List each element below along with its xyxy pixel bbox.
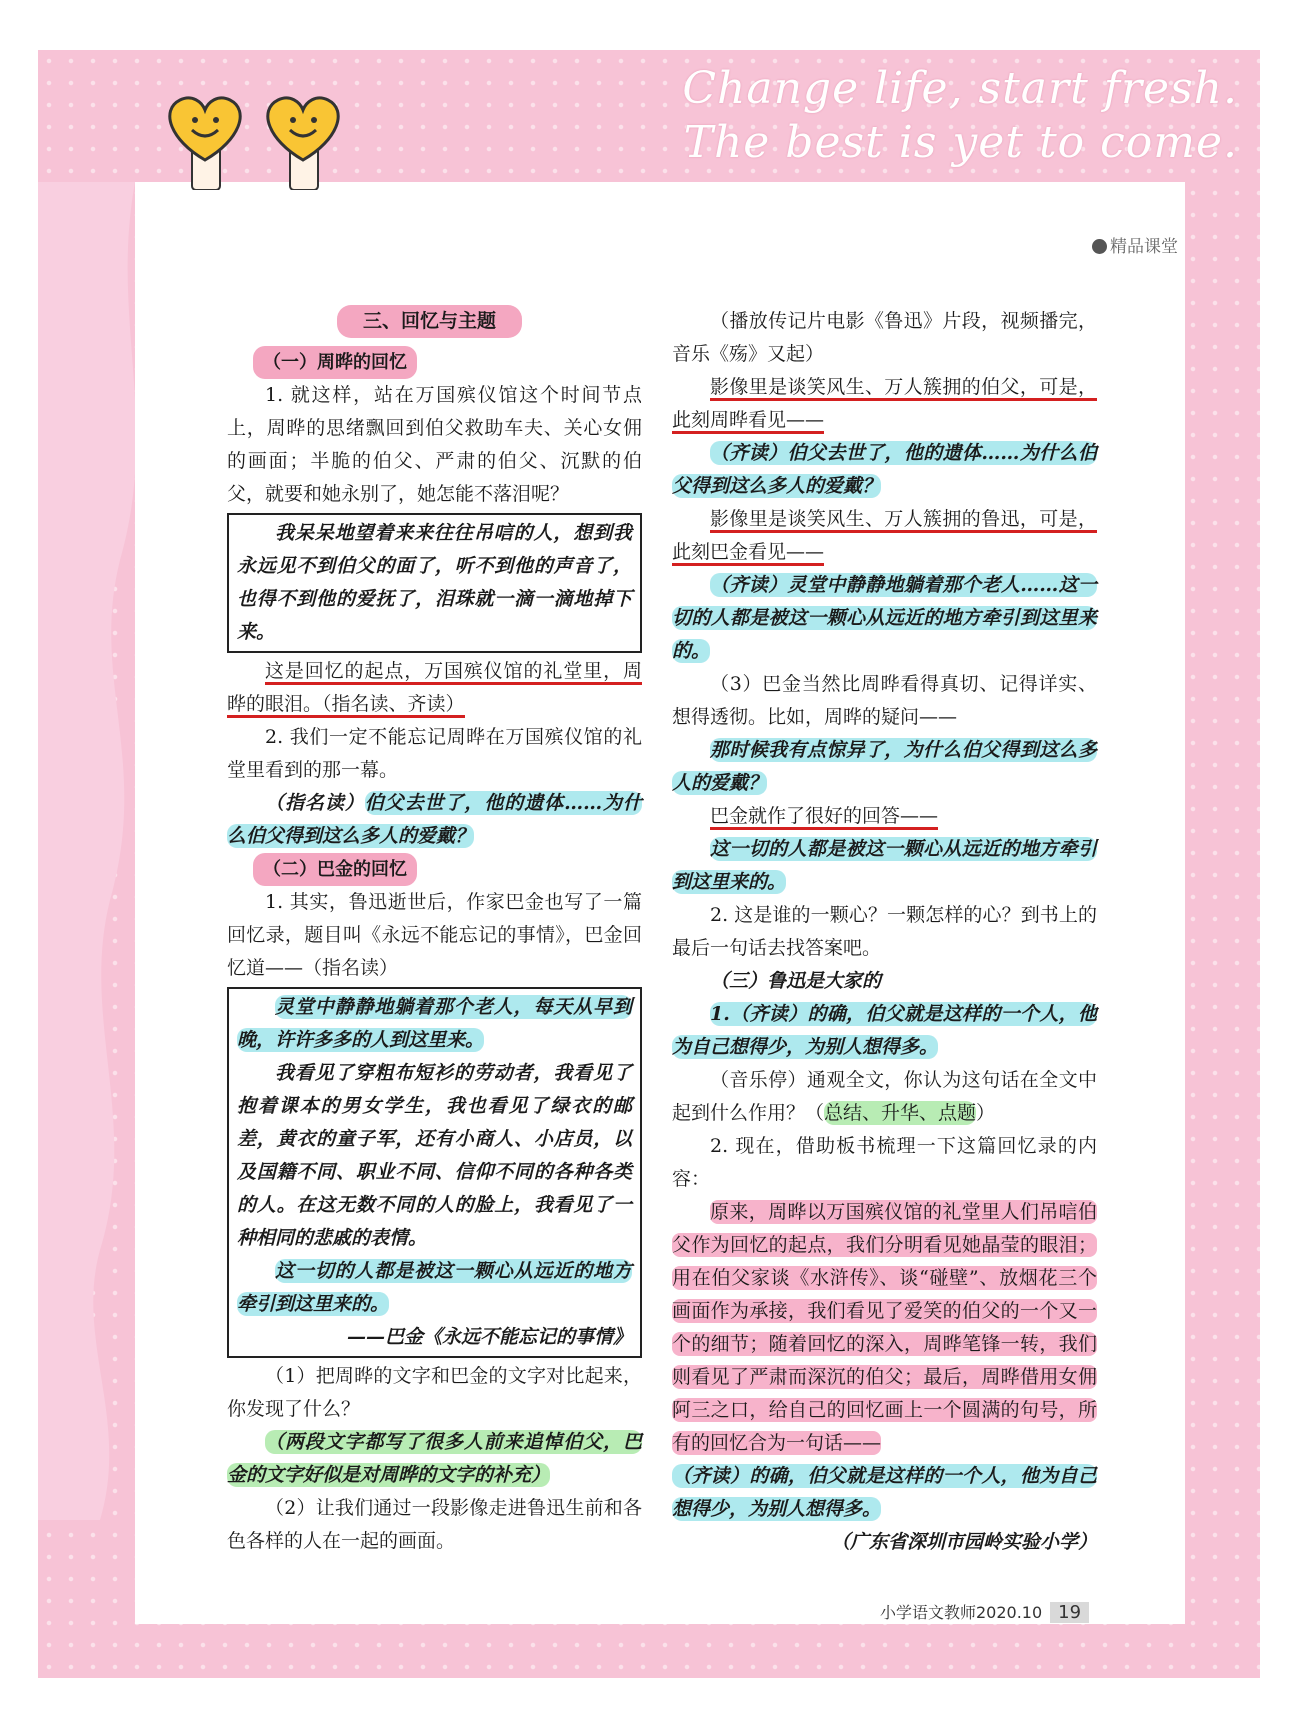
paragraph <box>672 998 1097 1064</box>
paragraph <box>227 787 642 853</box>
paragraph <box>672 734 1097 800</box>
paragraph <box>672 1460 1097 1526</box>
highlighted-text: （齐读）的确，伯父就是这样的一个人，他为自己想得少，为别人想得多。 <box>672 1465 1097 1520</box>
quote-text: 我呆呆地望着来来往往吊唁的人，想到我永远见不到伯父的面了，听不到他的声音了，也得不到他的爱抚了，泪珠就一滴一滴地掉下来。 <box>237 522 632 643</box>
paragraph: 2. 现在，借助板书梳理一下这篇回忆录的内容： <box>672 1135 1097 1190</box>
paragraph: （播放传记片电影《鲁迅》片段，视频播完，音乐《殇》又起） <box>672 310 1097 365</box>
paragraph <box>672 1064 1097 1130</box>
page-footer <box>880 1600 1089 1623</box>
brand-label: 精品课堂 <box>1110 237 1178 257</box>
underlined-text: 影像里是谈笑风生、万人簇拥的鲁迅，可是，此刻巴金看见—— <box>672 508 1097 566</box>
tagline <box>682 62 1238 170</box>
brand-dot-icon <box>1092 239 1107 254</box>
paragraph <box>672 371 1097 437</box>
quote-text <box>237 1255 632 1321</box>
smiley-heart-icon <box>170 98 240 190</box>
quote-box <box>227 987 642 1358</box>
quote-text: 我看见了穿粗布短衫的劳动者，我看见了抱着课本的男女学生，我也看见了绿衣的邮差，黄衣的童子军，还有小商人、小店员，以及国籍不同、职业不同、信仰不同的各种各类的人。在这无数不同的人的脸上，我看见了一种相同的悲戚的表情。 <box>237 1062 632 1249</box>
subsection-title-1: （一）周晔的回忆 <box>253 346 417 379</box>
left-column <box>227 305 642 1558</box>
column-brand <box>1092 232 1178 257</box>
highlighted-text: 1.（齐读）的确，伯父就是这样的一个人，他为自己想得少，为别人想得多。 <box>672 1003 1097 1058</box>
paragraph <box>672 833 1097 899</box>
highlighted-text: 灵堂中静静地躺着那个老人，每天从早到晚，许许多多的人到这里来。 <box>237 996 632 1051</box>
highlighted-text: 总结、升华、点题 <box>824 1102 977 1124</box>
paragraph <box>672 800 1097 833</box>
journal-name: 小学语文教师2020.10 <box>880 1603 1043 1622</box>
paragraph: 1. 就这样，站在万国殡仪馆这个时间节点上，周晔的思绪飘回到伯父救助车夫、关心女佣的画面；半脆的伯父、严肃的伯父、沉默的伯父，就要和她永别了，她怎能不落泪呢？ <box>227 384 642 505</box>
question-text-end: ） <box>976 1102 996 1124</box>
author-affiliation: （广东省深圳市园岭实验小学） <box>830 1531 1097 1553</box>
highlighted-text: 这一切的人都是被这一颗心从远近的地方牵引到这里来的。 <box>237 1260 632 1315</box>
highlighted-text: （齐读）灵堂中静静地躺着那个老人……这一切的人都是被这一颗心从远近的地方牵引到这里来的。 <box>672 574 1097 662</box>
right-column <box>672 305 1097 1559</box>
section-title: 三、回忆与主题 <box>337 305 522 338</box>
quote-box <box>227 513 642 653</box>
quote-text <box>237 991 632 1057</box>
tagline-line-1: Change life, start fresh. <box>682 63 1238 114</box>
paragraph: （1）把周晔的文字和巴金的文字对比起来，你发现了什么？ <box>227 1365 642 1420</box>
underlined-text: 巴金就作了很好的回答—— <box>710 805 938 830</box>
highlighted-text: 这一切的人都是被这一颗心从远近的地方牵引到这里来的。 <box>672 838 1097 893</box>
question-text: （音乐停）通观全文，你认为这句话在全文中起到什么作用？（ <box>672 1069 1097 1124</box>
hearts-decoration <box>150 90 370 190</box>
paragraph <box>672 503 1097 569</box>
paragraph: （3）巴金当然比周晔看得真切、记得详实、想得透彻。比如，周晔的疑问—— <box>672 673 1097 728</box>
highlighted-text: 原来，周晔以万国殡仪馆的礼堂里人们吊唁伯父作为回忆的起点，我们分明看见她晶莹的眼泪；用在伯父家谈《水浒传》、谈“碰壁”、放烟花三个画面作为承接，我们看见了爱笑的伯父的一个又一个的细节；随着回忆的深入，周晔笔锋一转，我们则看见了严肃而深沉的伯父；最后，周晔借用女佣阿三之口，给自己的回忆画上一个圆满的句号，所有的回忆合为一句话—— <box>672 1201 1097 1454</box>
paragraph: 2. 这是谁的一颗心？一颗怎样的心？到书上的最后一句话去找答案吧。 <box>672 904 1097 959</box>
highlighted-text: （齐读）伯父去世了，他的遗体……为什么伯父得到这么多人的爱戴？ <box>672 442 1097 497</box>
smiley-heart-icon <box>268 98 338 190</box>
highlighted-text: 那时候我有点惊异了，为什么伯父得到这么多人的爱戴？ <box>672 739 1097 794</box>
highlighted-text: 伯父去世了，他的遗体……为什么伯父得到这么多人的爱戴？ <box>227 792 642 847</box>
paragraph <box>227 655 642 721</box>
paragraph <box>227 1426 642 1492</box>
paragraph: （2）让我们通过一段影像走进鲁迅生前和各色各样的人在一起的画面。 <box>227 1497 642 1552</box>
paragraph: 1. 其实，鲁迅逝世后，作家巴金也写了一篇回忆录，题目叫《永远不能忘记的事情》，巴金回忆道——（指名读） <box>227 891 642 979</box>
subsection-title-2: （二）巴金的回忆 <box>253 853 417 886</box>
paragraph: 2. 我们一定不能忘记周晔在万国殡仪馆的礼堂里看到的那一幕。 <box>227 726 642 781</box>
page-number: 19 <box>1050 1602 1089 1623</box>
paragraph <box>672 1196 1097 1460</box>
paragraph <box>672 569 1097 668</box>
reading-note: （指名读） <box>265 792 365 814</box>
quote-source: ——巴金《永远不能忘记的事情》 <box>346 1326 632 1348</box>
tagline-line-2: The best is yet to come. <box>683 117 1238 168</box>
highlighted-text: （两段文字都写了很多人前来追悼伯父，巴金的文字好似是对周晔的文字的补充） <box>227 1431 642 1486</box>
subsection-title-3: （三）鲁迅是大家的 <box>710 970 882 992</box>
underlined-text: 影像里是谈笑风生、万人簇拥的伯父，可是，此刻周晔看见—— <box>672 376 1097 434</box>
underlined-text: 这是回忆的起点，万国殡仪馆的礼堂里，周晔的眼泪。（指名读、齐读） <box>227 660 642 718</box>
paragraph <box>672 437 1097 503</box>
